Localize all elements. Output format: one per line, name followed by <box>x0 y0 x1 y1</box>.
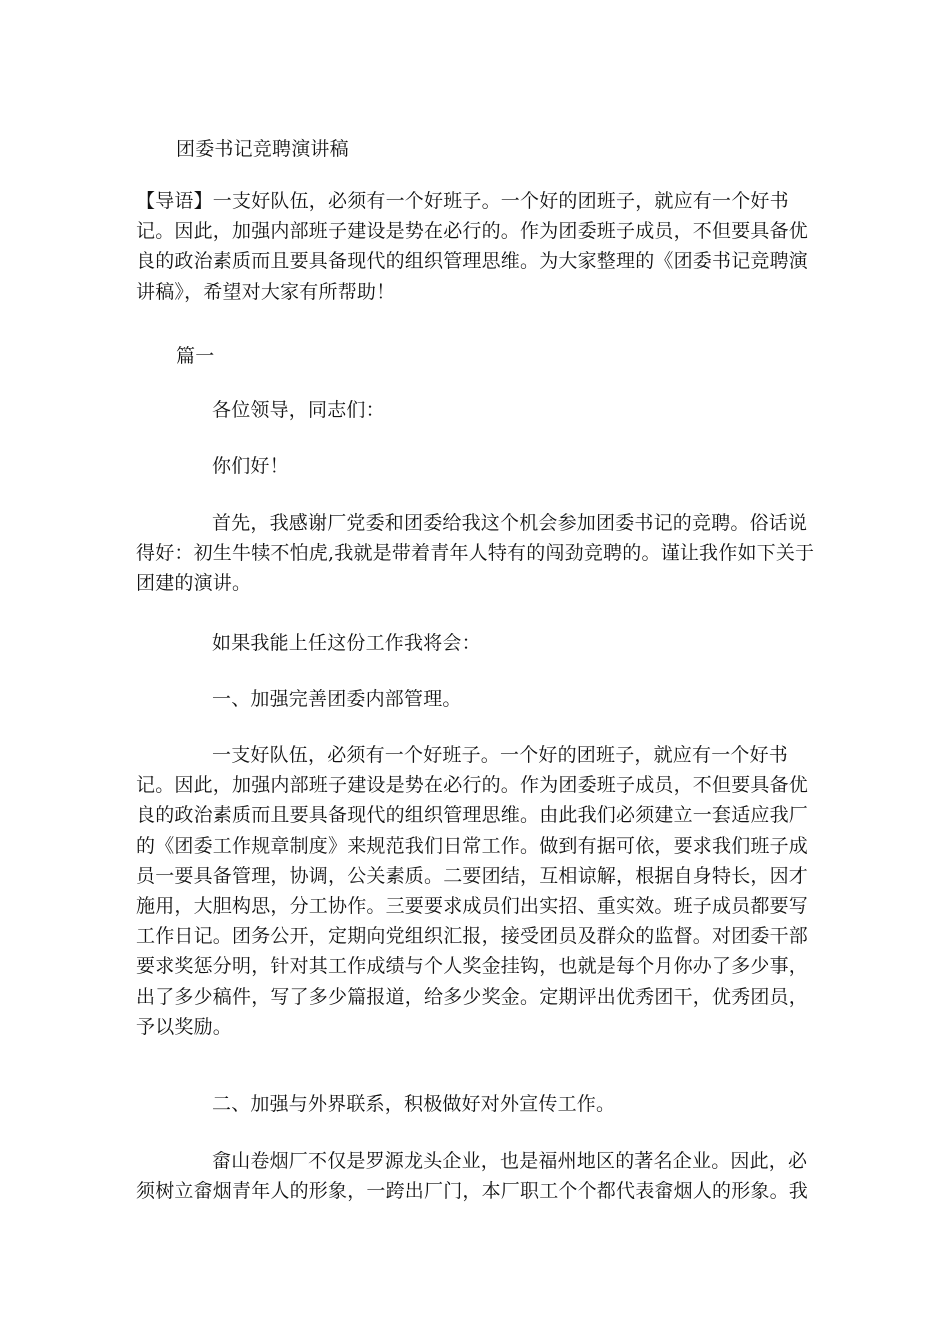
body-paragraph-2: 畲山卷烟厂不仅是罗源龙头企业，也是福州地区的著名企业。因此，必须树立畲烟青年人的形象，一跨出厂门，本厂职工个个都代表畲烟人的形象。我 <box>136 1150 809 1203</box>
greeting-paragraph: 各位领导，同志们： <box>212 399 385 421</box>
plan-intro-paragraph: 如果我能上任这份工作我将会： <box>212 632 481 654</box>
hello-paragraph: 你们好！ <box>212 455 289 477</box>
section-label: 篇一 <box>176 345 215 367</box>
section-heading-2: 二、加强与外界联系，积极做好对外宣传工作。 <box>212 1093 616 1115</box>
intro-paragraph: 【导语】一支好队伍，必须有一个好班子。一个好的团班子，就应有一个好书记。因此，加强内部班子建设是势在必行的。作为团委班子成员，不但要具备优良的政治素质而且要具备现代的组织管理思维。为大家整理的《团委书记竞聘演讲稿》，希望对大家有所帮助！ <box>136 190 809 303</box>
opening-paragraph: 首先，我感谢厂党委和团委给我这个机会参加团委书记的竞聘。俗话说得好：初生牛犊不怕虎,我就是带着青年人特有的闯劲竞聘的。谨让我作如下关于团建的演讲。 <box>136 512 815 595</box>
document-title: 团委书记竞聘演讲稿 <box>176 138 349 160</box>
section-heading-1: 一、加强完善团委内部管理。 <box>212 688 462 710</box>
body-paragraph-1: 一支好队伍，必须有一个好班子。一个好的团班子，就应有一个好书记。因此，加强内部班子建设是势在必行的。作为团委班子成员，不但要具备优良的政治素质而且要具备现代的组织管理思维。由此我们必须建立一套适应我厂的《团委工作规章制度》来规范我们日常工作。做到有据可依，要求我们班子成员一要具备管理，协调，公关素质。二要团结，互相谅解，根据自身特长，因才施用，大胆构思，分工协作。三要要求成员们出实招、重实效。班子成员都要写工作日记。团务公开，定期向党组织汇报，接受团员及群众的监督。对团委干部要求奖惩分明，针对其工作成绩与个人奖金挂钩，也就是每个月你办了多少事，出了多少稿件，写了多少篇报道，给多少奖金。定期评出优秀团干，优秀团员，予以奖励。 <box>136 744 809 1038</box>
